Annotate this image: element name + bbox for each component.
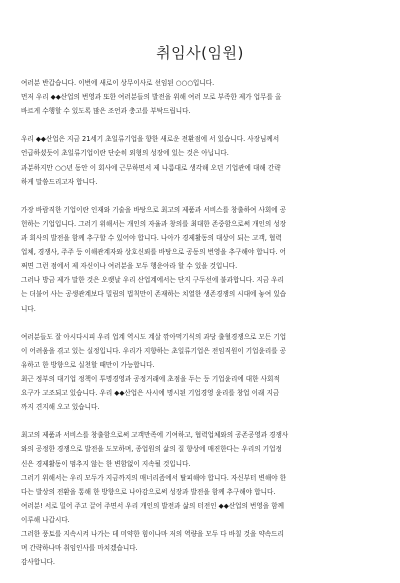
text-line: 다는 발상의 전환을 통해 한 방향으로 나아감으로써 성장과 발전을 함께 추구해야 합니다. [21, 487, 276, 496]
text-line: 와의 공정한 경쟁으로 발전을 도모하며, 종업원의 삶의 질 향상에 매진한다는 우리의 기업정 [21, 445, 282, 454]
text-line: 여러분! 서로 밀어 주고 끌어 주면서 우리 개인의 발전과 삶의 터전인 ◆◆산업의 번영을 함께 [21, 501, 284, 510]
text-line: 먼저 우리 ◆◆산업의 번영과 또한 여러분들의 발전을 위해 여러 모로 부족한 제가 업무를 올 [21, 93, 282, 102]
paragraph-ideal-company [21, 203, 383, 316]
text-line: 가장 바람직한 기업이란 인재와 기술을 바탕으로 최고의 제품과 서비스를 창출하여 사회에 공 [21, 205, 287, 214]
text-line: 우리 ◆◆산업은 지금 21세기 초일류기업을 향한 새로운 전환점에 서 있습니다. 사장님께서 [21, 135, 280, 144]
text-line: 그러한 풍토를 지속시켜 나가는 데 미약한 힘이나마 저의 역량을 모두 다 바칠 것을 약속드리 [21, 530, 284, 538]
text-line: 최고의 제품과 서비스를 창출함으로써 고객만족에 기여하고, 협력업체와의 공존공영과 경쟁사 [21, 431, 289, 440]
document-title: 취임사(임원) [156, 44, 244, 62]
text-line: 감사합니다. [21, 558, 55, 567]
text-line: 며 간략하나마 취임인사를 마치겠습니다. [21, 544, 138, 553]
paragraph-closing [21, 428, 383, 569]
text-line: 언급하셨듯이 초일류기업이란 단순히 외형의 성장에 있는 것은 아닙니다. [21, 149, 229, 158]
text-line: 신은 경제활동이 멈추지 않는 한 변함없이 지속될 것입니다. [21, 459, 191, 468]
document-body [21, 76, 383, 583]
paragraph-greeting [21, 76, 383, 118]
paragraph-ethics [21, 330, 383, 415]
text-line: 최근 정부의 대기업 정책이 투명경영과 공정거래에 초점을 두는 등 기업윤리에 대한 사회적 [21, 374, 280, 383]
text-line: 업체, 경쟁사, 주주 등 이해관계자와 상호신뢰를 바탕으로 공동의 번영을 추구해야 합니다. 어 [21, 248, 287, 257]
text-line: 이루해 나갑시다. [21, 515, 70, 524]
text-line: 과 회사의 발전을 함께 추구할 수 있어야 합니다. 나아가 경제활동의 대상이 되는 고객, 협력 [21, 234, 282, 243]
text-line: 하게 말씀드리고자 합니다. [21, 177, 98, 186]
text-line: 는 더불어 사는 공생관계보다 밀림의 법칙만이 존재하는 치열한 생존경쟁의 시대에 놓여 있습 [21, 290, 287, 299]
text-line: 그러기 위해서는 우리 모두가 지금까지의 매너리즘에서 탈피해야 합니다. 자신부터 변해야 한 [21, 473, 287, 482]
text-line: 쩌면 그런 점에서 제 자신이나 여러분을 모두 행운아라 할 수 있을 것입니다. [21, 262, 238, 271]
text-line: 그러나 방금 제가 말한 것은 오랫날 우리 산업계에서는 단지 구두선에 불과합니다. 지금 우리 [21, 276, 284, 285]
text-line: 여러분 반갑습니다. 이번에 새로이 상무이사로 선임된 ○○○입니다. [21, 79, 215, 87]
text-line: 요구가 고조되고 있습니다. 우리 ◆◆산업은 사시에 명시된 기업경영 윤리를 창업 이래 지금 [21, 389, 280, 398]
text-line: 헌하는 기업입니다. 그러기 위해서는 개인의 자율과 창의를 최대한 존중함으로써 개인의 성장 [21, 219, 287, 228]
text-line: 까지 견지해 오고 있습니다. [21, 403, 100, 412]
text-line: 유하고 한 방향으로 실천할 때만이 가능합니다. [21, 360, 155, 369]
text-line: 니다. [21, 304, 36, 313]
text-line: 여러분들도 잘 아시다시피 우리 업계 역시도 계살 깎아먹기식의 과당 출혈경쟁으로 모든 기업 [21, 332, 287, 341]
text-line: 과분하지만 ○○년 동안 이 회사에 근무하면서 제 나름대로 생각해 오던 기업관에 대해 간략 [21, 163, 281, 172]
paragraph-vision [21, 132, 383, 188]
text-line: 이 어려움을 겪고 있는 실정입니다. 우리가 지향하는 초일류기업은 전임직원이 기업윤리를 공 [21, 346, 287, 355]
text-line: 바르게 수행할 수 있도록 많은 조언과 충고를 부탁드립니다. [21, 107, 191, 116]
